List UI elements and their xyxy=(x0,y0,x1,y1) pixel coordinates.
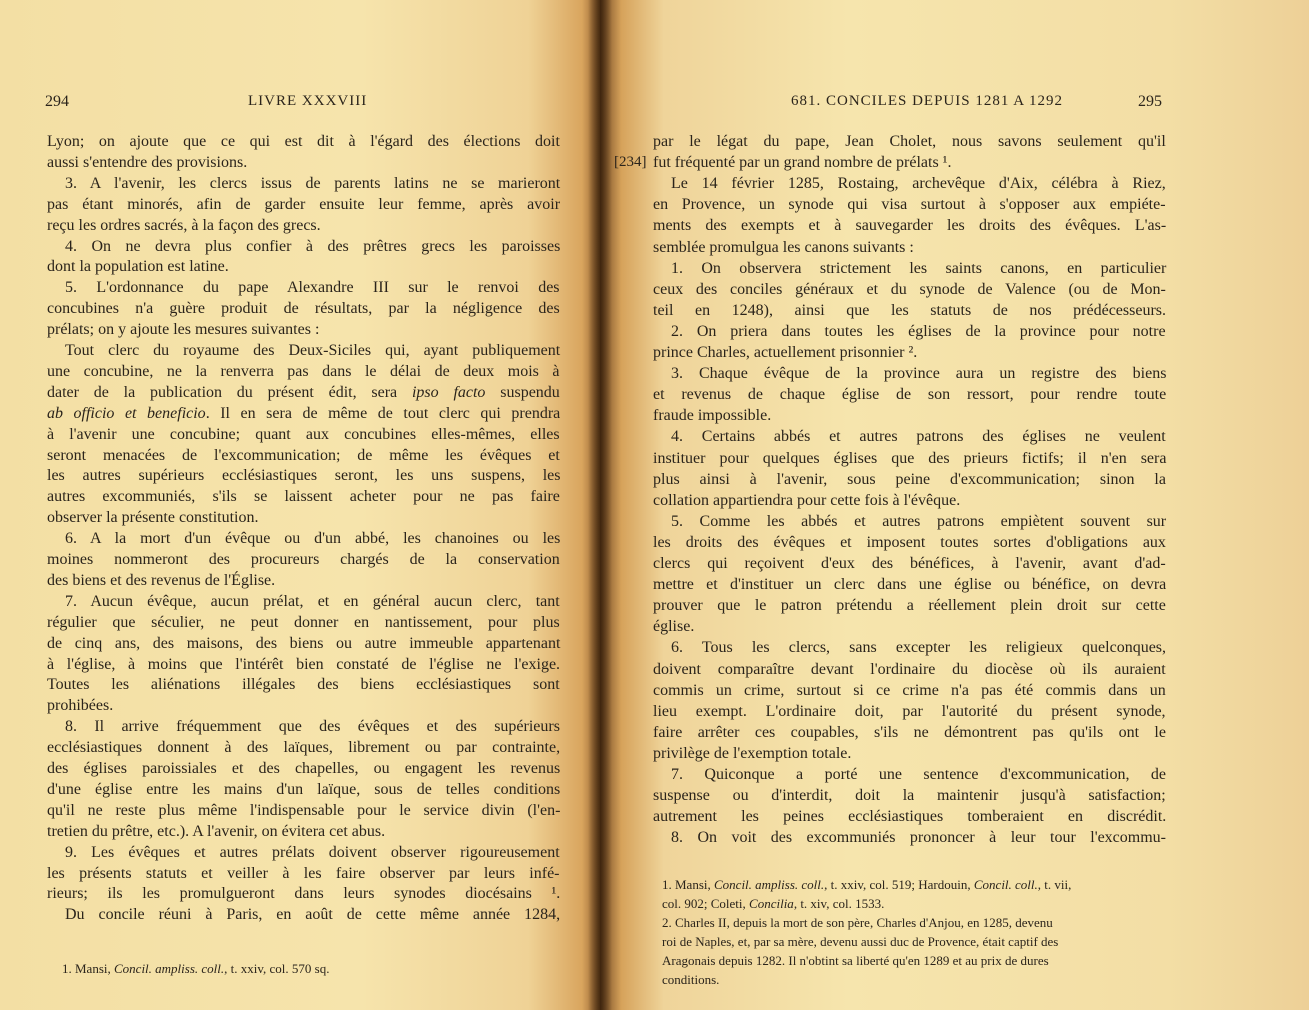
text-line: instituer pour quelques églises que des prieurs fictifs; il n'en sera xyxy=(653,449,1167,467)
footnote-line: 2. Charles II, depuis la mort de son père, Charles d'Anjou, en 1285, devenu xyxy=(662,915,1053,930)
text-line: ments des exempts et à sauvegarder les droits des évêques. L'as- xyxy=(653,217,1167,235)
text-line: teil en 1248), ainsi que les statuts de nos prédécesseurs. xyxy=(653,301,1167,319)
text-line: 8. On voit des excommuniés prononcer à leur tour l'excommu- xyxy=(671,829,1166,847)
text-line: prouver que le patron prétendu a réellement plein droit sur cette xyxy=(653,597,1166,615)
text-line: 3. Chaque évêque de la province aura un registre des biens xyxy=(671,365,1167,383)
text-line: faire arrêter ces coupables, s'ils ne démontrent pas qu'ils ont le xyxy=(653,723,1166,741)
text-line: une concubine, ne la renverra pas dans le délai de deux mois à xyxy=(47,362,560,380)
text-line: Tout clerc du royaume des Deux-Siciles qui, ayant publiquement xyxy=(65,342,561,359)
text-line: qu'il ne reste plus même l'indispensable pour le service divin (l'en- xyxy=(47,801,561,819)
text-line: de cinq ans, des maisons, des biens ou autre immeuble appartenant xyxy=(47,634,561,652)
text-line: 1. On observera strictement les saints canons, en particulier xyxy=(671,259,1167,277)
left-page xyxy=(0,0,600,1010)
text-line: 8. Il arrive fréquemment que des évêques et des supérieurs xyxy=(65,718,560,736)
book-gutter xyxy=(588,0,612,1010)
text-line: rieurs; ils les promulgueront dans leurs synodes diocésains ¹. xyxy=(47,885,561,903)
text-line: en Provence, un synode qui visa surtout à s'opposer aux empiéte- xyxy=(653,196,1166,214)
text-line: mettre et d'instituer un clerc dans une église ou bénéfice, on devra xyxy=(653,576,1167,594)
text-line: d'une église entre les mains d'un laïque, sous de telles conditions xyxy=(47,780,561,798)
text-line: 4. On ne devra plus confier à des prêtres grecs les paroisses xyxy=(65,237,561,255)
text-line: église. xyxy=(653,618,695,636)
text-line: fraude impossible. xyxy=(653,407,772,425)
left-page-number: 294 xyxy=(45,93,69,110)
text-line: suspense ou d'interdit, doit la maintenir jusqu'à satisfaction; xyxy=(653,787,1166,805)
text-line: Le 14 février 1285, Rostaing, archevêque d'Aix, célébra à Riez, xyxy=(671,175,1166,193)
text-line: tretien du prêtre, etc.). A l'avenir, on évitera cet abus. xyxy=(47,822,386,840)
text-line: prince Charles, actuellement prisonnier ². xyxy=(653,344,918,361)
text-line: 7. Aucun évêque, aucun prélat, et en général aucun clerc, tant xyxy=(65,592,560,610)
text-line: lieu exempt. L'ordinaire doit, par l'autorité du présent synode, xyxy=(653,702,1166,720)
text-line: 3. A l'avenir, les clercs issus de parents latins ne se marieront xyxy=(65,174,561,192)
text-line: doivent comparaître devant l'ordinaire du diocèse où ils auraient xyxy=(653,660,1166,678)
text-line: Lyon; on ajoute que ce qui est dit à l'égard des élections doit xyxy=(47,133,560,150)
footnote-line: 1. Mansi, Concil. ampliss. coll., t. xxiv, col. 519; Hardouin, Concil. coll., t. vii, xyxy=(662,877,1072,892)
text-line: 5. L'ordonnance du pape Alexandre III sur le renvoi des xyxy=(65,279,560,297)
text-line: semblée promulgua les canons suivants : xyxy=(653,238,914,256)
text-line: 6. A la mort d'un évêque ou d'un abbé, les chanoines ou les xyxy=(65,530,561,548)
footnote-line: col. 902; Coleti, Concilia, t. xiv, col. 1533. xyxy=(662,896,885,911)
text-line: Du concile réuni à Paris, en août de cette même année 1284, xyxy=(65,906,561,924)
text-line: prohibées. xyxy=(47,697,114,715)
footnote-line: 1. Mansi, Concil. ampliss. coll., t. xxiv, col. 570 sq. xyxy=(62,961,330,976)
text-line: régulier que séculier, ne peut donner en nantissement, pour plus xyxy=(47,613,560,631)
text-line: concubines n'a guère produit de résultats, par la négligence des xyxy=(47,300,560,318)
text-line: par le légat du pape, Jean Cholet, nous savons seulement qu'il xyxy=(653,133,1166,150)
text-line: plus ainsi à l'avenir, sous peine d'excommunication; sinon la xyxy=(653,470,1166,488)
text-line: à l'église, à moins que l'intérêt bien constaté de l'église ne l'exige. xyxy=(47,655,561,673)
text-line: moines nommeront des procureurs chargés de la conservation xyxy=(47,551,560,568)
text-line: commis un crime, surtout si ce crime n'a pas été commis dans un xyxy=(653,681,1166,699)
text-line: prélats; on y ajoute les mesures suivantes : xyxy=(47,321,320,339)
footnote-line: Aragonais depuis 1282. Il n'obtint sa liberté qu'en 1289 et au prix de dures xyxy=(662,953,1049,968)
text-line: et revenus de chaque église de son ressort, pour rendre toute xyxy=(653,386,1167,404)
text-line: 7. Quiconque a porté une sentence d'excommunication, de xyxy=(671,766,1166,783)
text-line: 4. Certains abbés et autres patrons des églises ne veulent xyxy=(671,428,1166,446)
text-line: reçu les ordres sacrés, à la façon des grecs. xyxy=(47,216,321,234)
text-line: clercs qui reçoivent d'eux des bénéfices, à l'avenir, avant d'ad- xyxy=(653,555,1166,572)
text-line: privilège de l'exemption totale. xyxy=(653,744,852,762)
text-line: ecclésiastiques donnent à des laïques, librement ou par contrainte, xyxy=(47,739,561,757)
text-line: autres excommuniés, s'ils se laissent acheter pour ne pas faire xyxy=(47,488,560,506)
right-page-number: 295 xyxy=(1138,93,1162,110)
text-line: dont la population est latine. xyxy=(47,258,229,276)
text-line: Toutes les aliénations illégales des biens ecclésiastiques sont xyxy=(47,676,560,694)
margin-reference: [234] xyxy=(614,154,647,170)
text-line: des biens et des revenus de l'Église. xyxy=(47,571,276,589)
text-line: 9. Les évêques et autres prélats doivent observer rigoureusement xyxy=(65,843,560,861)
text-line: collation appartiendra pour cette fois à l'évêque. xyxy=(653,491,961,509)
text-line: 5. Comme les abbés et autres patrons empiètent souvent sur xyxy=(671,512,1167,530)
text-line: observer la présente constitution. xyxy=(47,509,259,527)
text-line: 2. On priera dans toutes les églises de la province pour notre xyxy=(671,322,1166,340)
footnote-line: roi de Naples, et, par sa mère, devenu aussi duc de Provence, était captif des xyxy=(662,934,1059,949)
footnote-line: conditions. xyxy=(662,972,720,987)
text-line: ab officio et beneficio. Il en sera de même de tout clerc qui prendra xyxy=(47,404,561,422)
text-line: les présents statuts et veiller à les faire observer par leurs infé- xyxy=(47,864,560,882)
left-running-head: LIVRE XXXVIII xyxy=(248,93,368,109)
text-line: les droits des évêques et imposent toutes sortes d'obligations aux xyxy=(653,533,1166,551)
text-line: à l'avenir une concubine; quant aux concubines elles-mêmes, elles xyxy=(47,425,560,443)
text-line: pas étant minorés, afin de garder ensuite leur femme, après avoir xyxy=(47,195,561,213)
text-line: 6. Tous les clercs, sans excepter les religieux quelconques, xyxy=(671,639,1167,657)
right-running-head: 681. CONCILES DEPUIS 1281 A 1292 xyxy=(791,93,1064,109)
text-line: ceux des conciles généraux et du synode de Valence (ou de Mon- xyxy=(653,280,1166,298)
text-line: autrement les peines ecclésiastiques tomberaient en discrédit. xyxy=(653,808,1167,826)
text-line: seront menacées de l'excommunication; de même les évêques et xyxy=(47,446,560,464)
text-line: aussi s'entendre des provisions. xyxy=(47,153,248,171)
right-page xyxy=(600,0,1309,1010)
text-line: des églises paroissiales et des chapelles, ou engagent les revenus xyxy=(47,760,561,777)
text-line: dater de la publication du présent édit, sera ipso facto suspendu xyxy=(47,383,560,401)
text-line: fut fréquenté par un grand nombre de prélats ¹. xyxy=(653,154,952,172)
text-line: les autres supérieurs ecclésiastiques seront, les uns suspens, les xyxy=(47,467,561,485)
